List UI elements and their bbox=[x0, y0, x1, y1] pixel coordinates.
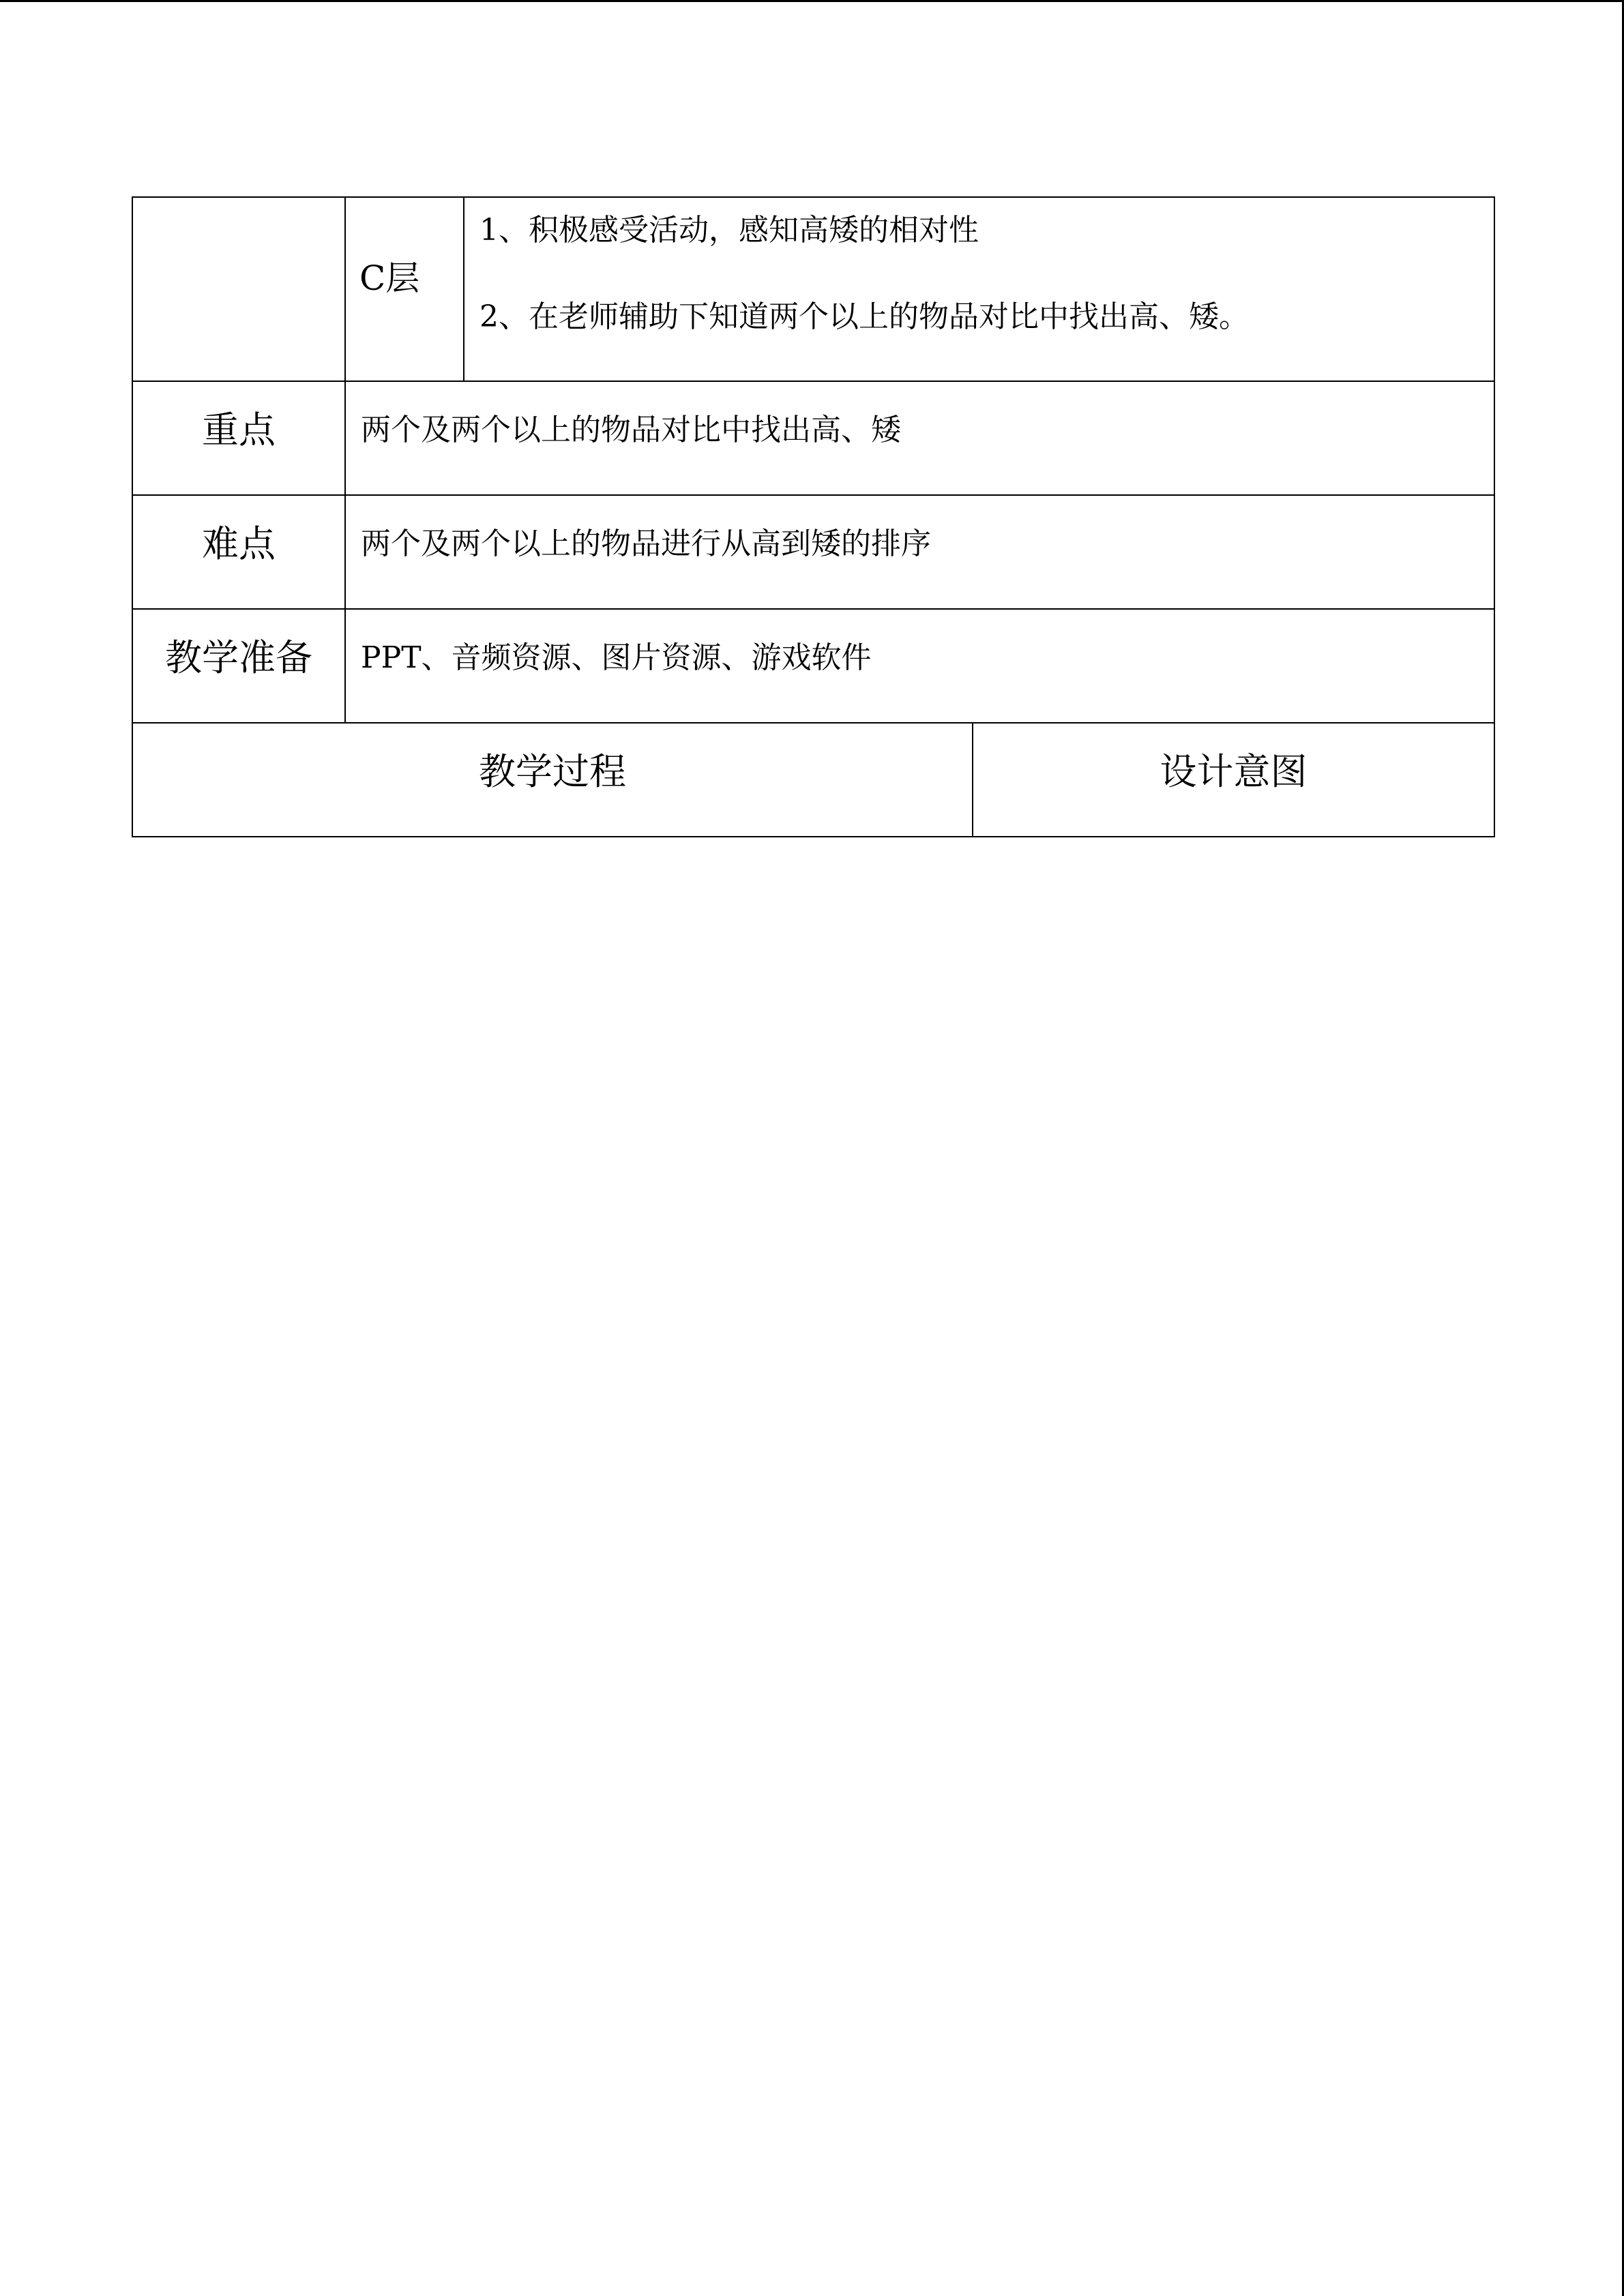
intent-header: 设计意图 bbox=[1160, 750, 1308, 793]
c-level-goal-2: 2、在老师辅助下知道两个以上的物品对比中找出高、矮。 bbox=[479, 299, 1249, 334]
preparation-row bbox=[132, 609, 1494, 723]
preparation-label-cell bbox=[132, 609, 345, 723]
preparation-content-cell bbox=[345, 609, 1494, 723]
page-top-border bbox=[0, 0, 1624, 2]
c-level-label: C层 bbox=[359, 258, 420, 298]
difficulty-content-cell bbox=[345, 495, 1494, 609]
key-point-content: 两个及两个以上的物品对比中找出高、矮 bbox=[361, 413, 901, 447]
process-header-cell bbox=[132, 723, 973, 837]
preparation-label: 教学准备 bbox=[165, 636, 312, 679]
intent-header-cell bbox=[973, 723, 1494, 837]
c-level-row bbox=[132, 197, 1494, 381]
c-level-label-cell bbox=[345, 197, 464, 381]
key-point-row bbox=[132, 381, 1494, 495]
c-level-goals-cell bbox=[464, 197, 1494, 381]
process-header: 教学过程 bbox=[479, 750, 626, 793]
difficulty-content: 两个及两个以上的物品进行从高到矮的排序 bbox=[361, 526, 931, 561]
preparation-content: PPT、音频资源、图片资源、游戏软件 bbox=[361, 640, 872, 675]
c-level-goal-1: 1、积极感受活动，感知高矮的相对性 bbox=[479, 213, 979, 248]
key-point-label-cell bbox=[132, 381, 345, 495]
key-point-label: 重点 bbox=[202, 408, 276, 451]
difficulty-label: 难点 bbox=[202, 522, 276, 565]
lesson-plan-table bbox=[132, 196, 1495, 837]
difficulty-row bbox=[132, 495, 1494, 609]
header-row bbox=[132, 723, 1494, 837]
c-level-blank-cell bbox=[132, 197, 345, 381]
key-point-content-cell bbox=[345, 381, 1494, 495]
difficulty-label-cell bbox=[132, 495, 345, 609]
